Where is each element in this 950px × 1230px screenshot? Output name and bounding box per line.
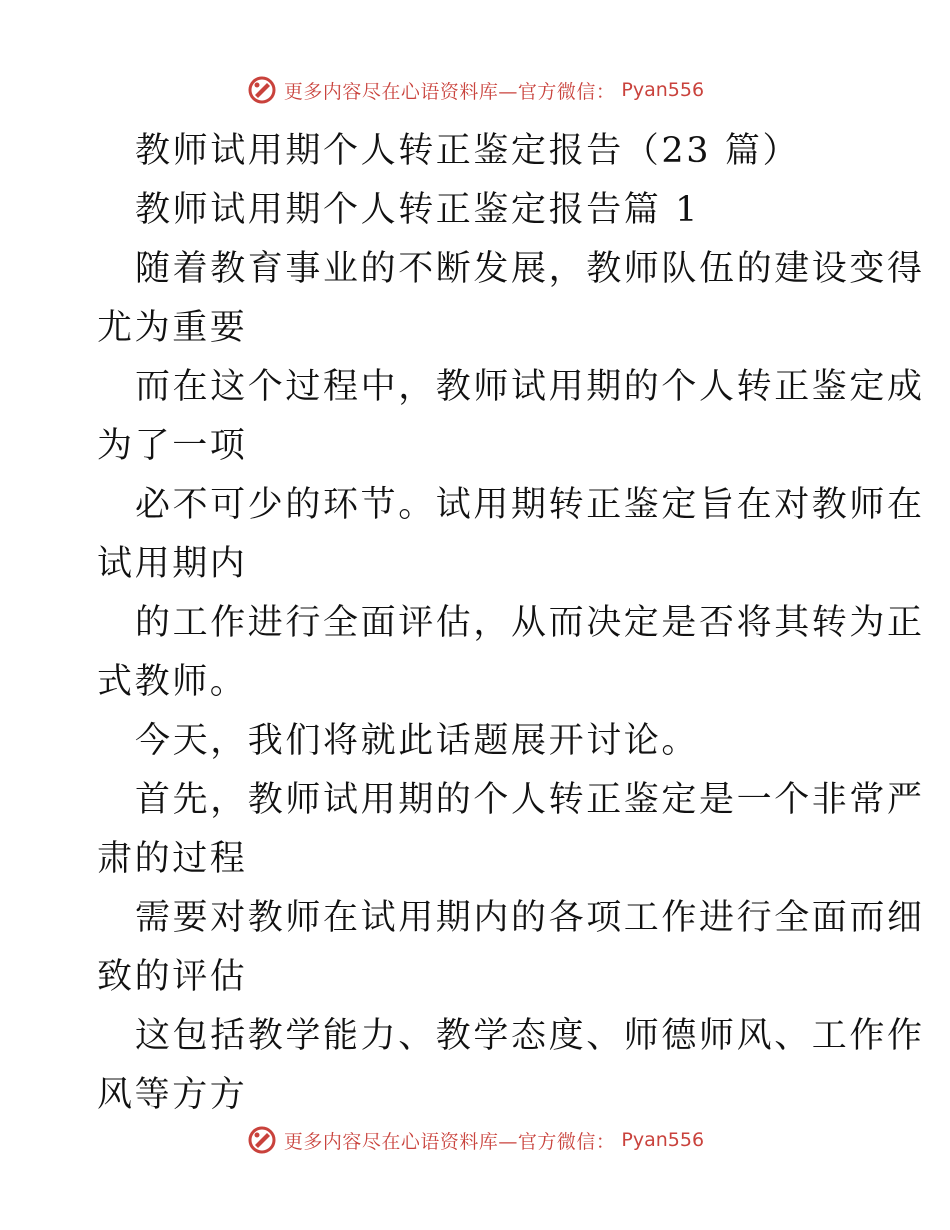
- watermark-wechat-id: Pyan556: [621, 1129, 705, 1151]
- paragraph-line: 而在这个过程中，教师试用期的个人转正鉴定成: [135, 367, 925, 407]
- paragraph-line: 这包括教学能力、教学态度、师德师风、工作作: [135, 1016, 925, 1056]
- paragraph-line: 今天，我们将就此话题展开讨论。: [135, 721, 700, 761]
- brand-logo-icon: [246, 1124, 278, 1156]
- document-body: [97, 122, 925, 1125]
- paragraph-line: 为了一项: [97, 426, 248, 466]
- paragraph-line: 肃的过程: [97, 839, 248, 879]
- paragraph-line: 首先，教师试用期的个人转正鉴定是一个非常严: [135, 780, 925, 820]
- section-heading: 教师试用期个人转正鉴定报告篇 1: [135, 190, 700, 230]
- paragraph-line: 需要对教师在试用期内的各项工作进行全面而细: [135, 898, 925, 938]
- paragraph-line: 风等方方: [97, 1075, 248, 1115]
- paragraph-line: 随着教育事业的不断发展，教师队伍的建设变得: [135, 249, 925, 289]
- paragraph-line: 试用期内: [97, 544, 248, 584]
- paragraph-line: 必不可少的环节。试用期转正鉴定旨在对教师在: [135, 485, 925, 525]
- document-title: 教师试用期个人转正鉴定报告（23 篇）: [135, 131, 801, 171]
- paragraph-line: 致的评估: [97, 957, 248, 997]
- brand-logo-icon: [246, 74, 278, 106]
- footer-watermark: [0, 1120, 950, 1160]
- paragraph-line: 尤为重要: [97, 308, 248, 348]
- paragraph-line: 式教师。: [97, 662, 248, 702]
- header-watermark: [0, 70, 950, 110]
- watermark-wechat-id: Pyan556: [621, 79, 705, 101]
- watermark-text: 更多内容尽在心语资料库—官方微信：: [283, 80, 616, 103]
- watermark-text: 更多内容尽在心语资料库—官方微信：: [283, 1130, 616, 1153]
- paragraph-line: 的工作进行全面评估，从而决定是否将其转为正: [135, 603, 925, 643]
